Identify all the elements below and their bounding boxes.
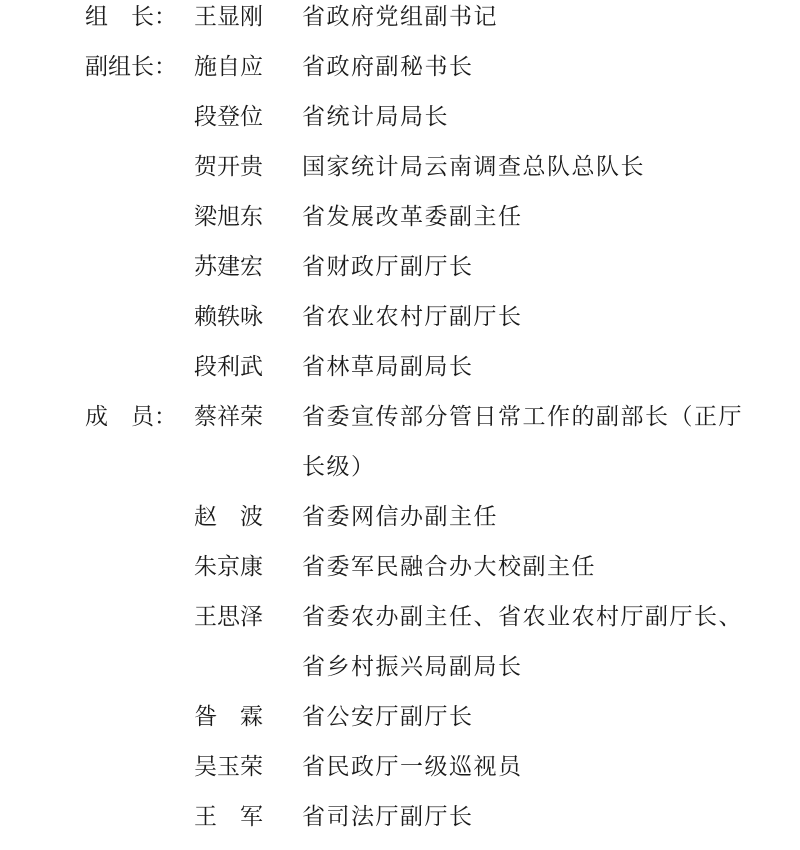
position-title: 省委农办副主任、省农业农村厅副厅长、 xyxy=(302,604,743,630)
position-title: 省司法厅副厅长 xyxy=(302,804,474,830)
person-name: 赵 波 xyxy=(194,504,263,530)
person-name: 蔡祥荣 xyxy=(194,404,263,430)
person-name: 吴玉荣 xyxy=(194,754,263,780)
position-title: 省民政厅一级巡视员 xyxy=(302,754,523,780)
person-name: 赖轶咏 xyxy=(194,304,263,330)
role-label: 成 员： xyxy=(85,404,177,430)
list-item xyxy=(0,100,800,150)
list-item xyxy=(0,250,800,300)
role-label: 组 长： xyxy=(85,4,177,30)
person-name: 王显刚 xyxy=(194,4,263,30)
list-item-continuation xyxy=(0,450,800,500)
list-item xyxy=(0,550,800,600)
person-name: 贺开贵 xyxy=(194,154,263,180)
list-item xyxy=(0,150,800,200)
position-title: 省林草局副局长 xyxy=(302,354,474,380)
position-title: 省发展改革委副主任 xyxy=(302,204,523,230)
position-title: 省统计局局长 xyxy=(302,104,449,130)
position-title: 省农业农村厅副厅长 xyxy=(302,304,523,330)
list-item xyxy=(0,50,800,100)
position-title: 省委宣传部分管日常工作的副部长（正厅 xyxy=(302,404,743,430)
list-item xyxy=(0,500,800,550)
position-title: 长级） xyxy=(302,454,376,480)
list-item xyxy=(0,600,800,650)
person-name: 梁旭东 xyxy=(194,204,263,230)
position-title: 省财政厅副厅长 xyxy=(302,254,474,280)
person-name: 王思泽 xyxy=(194,604,263,630)
person-name: 段利武 xyxy=(194,354,263,380)
list-item xyxy=(0,350,800,400)
position-title: 省委军民融合办大校副主任 xyxy=(302,554,596,580)
position-title: 省政府副秘书长 xyxy=(302,54,474,80)
person-name: 王 军 xyxy=(194,804,263,830)
list-item xyxy=(0,200,800,250)
position-title: 省乡村振兴局副局长 xyxy=(302,654,523,680)
position-title: 省政府党组副书记 xyxy=(302,4,498,30)
person-name: 昝 霖 xyxy=(194,704,263,730)
role-label: 副组长： xyxy=(85,54,177,80)
list-item xyxy=(0,0,800,50)
list-item xyxy=(0,800,800,850)
person-name: 朱京康 xyxy=(194,554,263,580)
list-item xyxy=(0,300,800,350)
list-item-continuation xyxy=(0,650,800,700)
position-title: 国家统计局云南调查总队总队长 xyxy=(302,154,645,180)
list-item xyxy=(0,750,800,800)
person-name: 苏建宏 xyxy=(194,254,263,280)
person-name: 施自应 xyxy=(194,54,263,80)
list-item xyxy=(0,700,800,750)
person-name: 段登位 xyxy=(194,104,263,130)
position-title: 省委网信办副主任 xyxy=(302,504,498,530)
position-title: 省公安厅副厅长 xyxy=(302,704,474,730)
list-item xyxy=(0,400,800,450)
